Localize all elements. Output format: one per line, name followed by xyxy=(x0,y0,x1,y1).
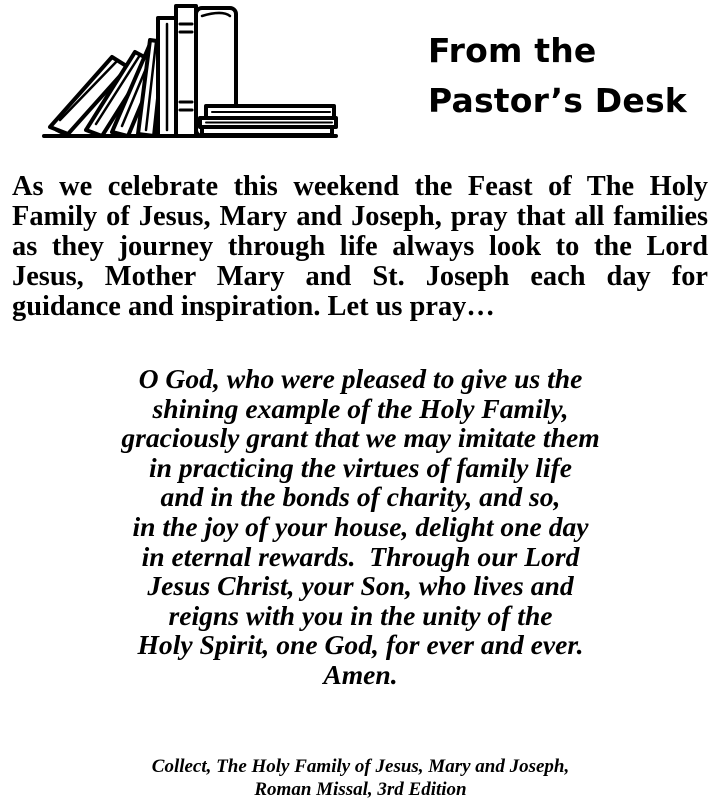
prayer-line: and in the bonds of charity, and so, xyxy=(160,481,561,513)
books-icon xyxy=(40,2,340,142)
intro-paragraph: As we celebrate this weekend the Feast of The Holy Family of Jesus, Mary and Joseph, pray that all families as they journey through life always look to the Lord Jesus, Mother Mary and St. Joseph each day for guidance and inspiration. Let us pray… xyxy=(12,171,708,322)
citation xyxy=(0,755,721,801)
prayer-line: in the joy of your house, delight one day xyxy=(132,510,589,542)
prayer-line: reigns with you in the unity of the xyxy=(168,599,553,631)
prayer-line: graciously grant that we may imitate them xyxy=(121,422,600,454)
prayer-line: in practicing the virtues of family life xyxy=(148,451,573,483)
title-line-2: Pastor’s Desk xyxy=(428,81,687,120)
page-title xyxy=(428,26,687,126)
citation-line-2: Roman Missal, 3rd Edition xyxy=(254,779,467,800)
prayer-line: O God, who were pleased to give us the xyxy=(138,363,583,394)
prayer-line: in eternal rewards. Through our Lord xyxy=(141,540,580,572)
prayer-line: Holy Spirit, one God, for ever and ever. xyxy=(137,629,584,661)
prayer-text xyxy=(0,364,721,690)
citation-line-1: Collect, The Holy Family of Jesus, Mary and Joseph, xyxy=(151,756,570,777)
header xyxy=(0,0,721,150)
prayer-amen: Amen. xyxy=(323,658,398,690)
prayer-line: shining example of the Holy Family, xyxy=(152,392,569,424)
prayer-line: Jesus Christ, your Son, who lives and xyxy=(147,570,574,602)
title-line-1: From the xyxy=(428,31,597,70)
